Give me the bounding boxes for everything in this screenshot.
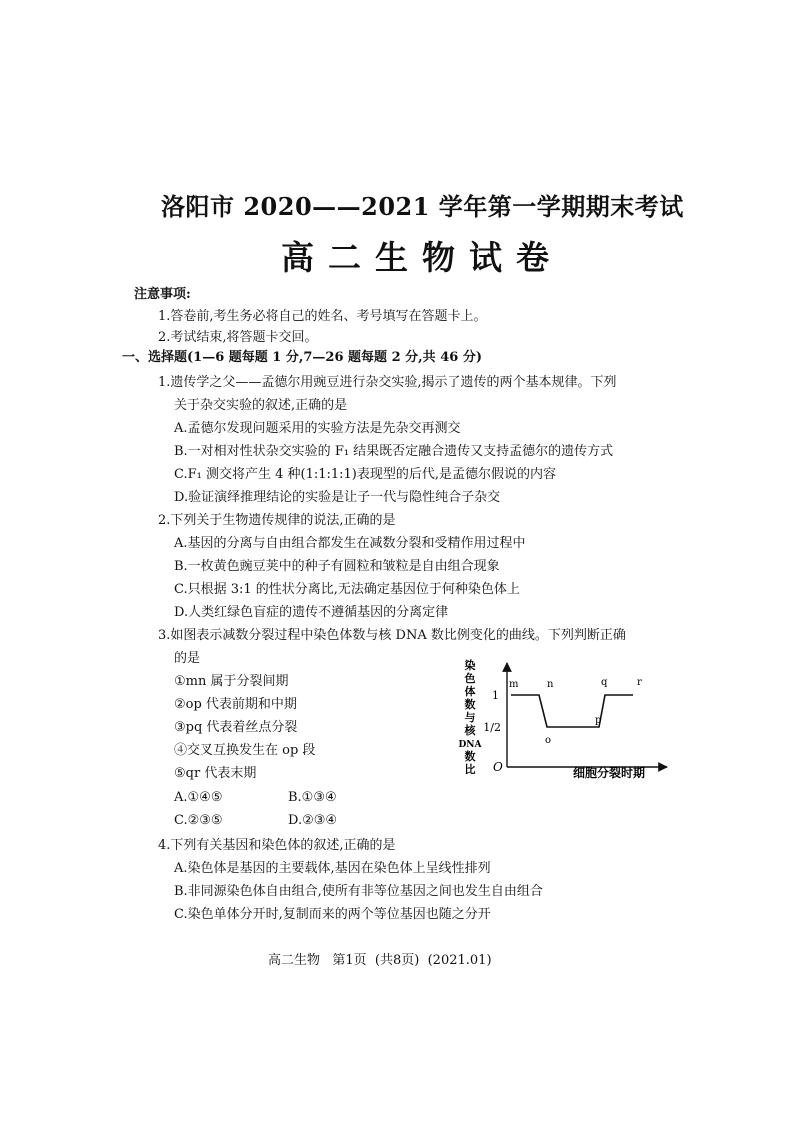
q3-statement-2: ②op 代表前期和中期 <box>174 697 297 712</box>
q4-stem: 4.下列有关基因和染色体的叙述,正确的是 <box>158 838 396 853</box>
q3-option-b: B.①③④ <box>288 790 337 805</box>
y-tick-1: 1 <box>492 689 499 702</box>
section-heading: 一、选择题(1—6 题每题 1 分,7—26 题每题 2 分,共 46 分) <box>122 350 482 365</box>
y-label-char: 数 <box>464 698 476 711</box>
q1-option-b: B.一对相对性状杂交实验的 F₁ 结果既否定融合遗传又支持孟德尔的遗传方式 <box>174 444 614 459</box>
point-label-m: m <box>509 679 519 690</box>
ratio-curve <box>511 695 633 727</box>
y-label-char: 核 <box>464 724 476 737</box>
q4-option-b: B.非同源染色体自由组合,使所有非等位基因之间也发生自由组合 <box>174 884 543 899</box>
y-label-char: DNA <box>458 740 482 750</box>
q2-option-d: D.人类红绿色盲症的遗传不遵循基因的分离定律 <box>174 605 449 620</box>
q4-option-c: C.染色单体分开时,复制而来的两个等位基因也随之分开 <box>174 907 491 922</box>
origin-label: O <box>493 760 503 774</box>
exam-title: 洛阳市 2020——2021 学年第一学期期末考试 <box>161 192 684 221</box>
q3-option-c: C.②③⑤ <box>174 813 223 828</box>
point-label-r: r <box>637 677 642 688</box>
y-label-char: 数 <box>464 750 476 763</box>
notice-item-1: 1.答卷前,考生务必将自己的姓名、考号填写在答题卡上。 <box>158 309 487 324</box>
q3-option-d: D.②③④ <box>288 813 338 828</box>
y-axis-label <box>458 658 482 776</box>
q2-option-c: C.只根据 3:1 的性状分离比,无法确定基因位于何种染色体上 <box>174 582 520 597</box>
point-label-n: n <box>547 679 554 690</box>
q4-option-a: A.染色体是基因的主要载体,基因在染色体上呈线性排列 <box>174 861 491 876</box>
y-label-char: 色 <box>464 672 476 685</box>
point-label-o: o <box>545 735 552 746</box>
q1-stem-line2: 关于杂交实验的叙述,正确的是 <box>174 398 348 413</box>
point-label-p: p <box>595 715 602 726</box>
point-label-q: q <box>601 677 608 688</box>
q1-option-d: D.验证演绎推理结论的实验是让子一代与隐性纯合子杂交 <box>174 490 501 505</box>
exam-subtitle: 高二生物试卷 <box>281 238 563 277</box>
y-label-char: 体 <box>464 685 476 698</box>
page-footer: 高二生物 第1页 (共8页) (2021.01) <box>268 953 492 968</box>
chromosome-dna-ratio-chart <box>455 655 670 785</box>
y-label-char: 与 <box>464 711 476 724</box>
notice-heading: 注意事项: <box>134 287 191 302</box>
q1-option-c: C.F₁ 测交将产生 4 种(1:1:1:1)表现型的后代,是孟德尔假说的内容 <box>174 467 557 482</box>
q1-stem-line1: 1.遗传学之父——孟德尔用豌豆进行杂交实验,揭示了遗传的两个基本规律。下列 <box>158 375 617 390</box>
q3-stem-line1: 3.如图表示减数分裂过程中染色体数与核 DNA 数比例变化的曲线。下列判断正确 <box>158 628 626 643</box>
q1-option-a: A.孟德尔发现问题采用的实验方法是先杂交再测交 <box>174 421 461 436</box>
y-label-char: 比 <box>464 763 476 776</box>
q3-statement-5: ⑤qr 代表末期 <box>174 766 257 781</box>
notice-item-2: 2.考试结束,将答题卡交回。 <box>158 330 318 345</box>
x-axis-label: 细胞分裂时期 <box>573 766 646 780</box>
q3-statement-1: ①mn 属于分裂间期 <box>174 674 289 689</box>
q3-statement-4: ④交叉互换发生在 op 段 <box>174 743 316 758</box>
y-label-char: 染 <box>464 659 476 672</box>
q2-stem: 2.下列关于生物遗传规律的说法,正确的是 <box>158 513 396 528</box>
q2-option-a: A.基因的分离与自由组合都发生在减数分裂和受精作用过程中 <box>174 536 526 551</box>
q2-option-b: B.一枚黄色豌豆荚中的种子有圆粒和皱粒是自由组合现象 <box>174 559 500 574</box>
y-tick-half: 1/2 <box>483 721 501 734</box>
q3-stem-line2: 的是 <box>174 651 201 666</box>
q3-option-a: A.①④⑤ <box>174 790 223 805</box>
q3-statement-3: ③pq 代表着丝点分裂 <box>174 720 298 735</box>
